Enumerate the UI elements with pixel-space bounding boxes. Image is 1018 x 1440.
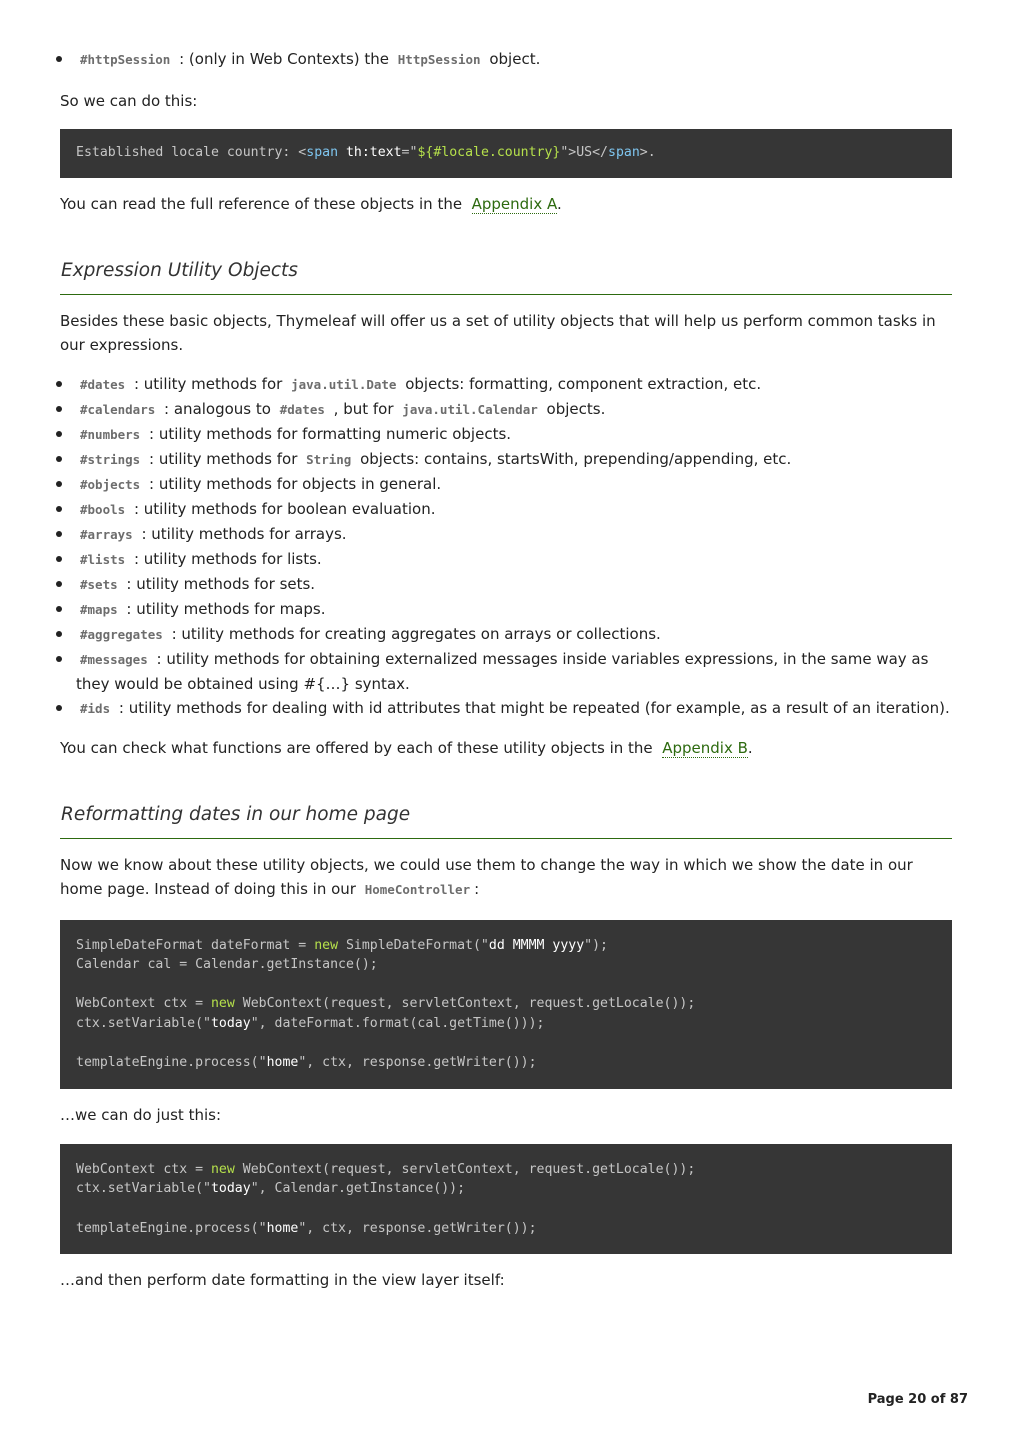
inline-code: #httpSession — [80, 52, 171, 67]
list-item: #bools : utility methods for boolean evaluation. — [60, 497, 952, 522]
paragraph: So we can do this: — [60, 92, 198, 110]
code-block-controller: SimpleDateFormat dateFormat = new SimpleDateFormat("dd MMMM yyyy"); Calendar cal = Calendar.getInstance(); WebContext ctx = new WebContext(request, servletContext, request.getLocale()); ctx.setVariable("today", dateFormat.format(cal.getTime())); templateEngine.process("home", ctx, response.getWriter()); — [60, 920, 952, 1089]
document-page — [60, 47, 952, 1292]
appendix-b-link[interactable]: Appendix B — [662, 738, 748, 757]
paragraph: You can read the full reference of these objects in the Appendix A. — [60, 194, 562, 213]
paragraph: You can check what functions are offered by each of these utility objects in the Appendix B. — [60, 738, 753, 757]
page-number: Page 20 of 87 — [867, 1392, 968, 1407]
list-item: #objects : utility methods for objects in general. — [60, 472, 952, 497]
list-item: #maps : utility methods for maps. — [60, 597, 952, 622]
list-item: #arrays : utility methods for arrays. — [60, 522, 952, 547]
paragraph: Now we know about these utility objects, we could use them to change the way in which we show the date in our home page. Instead of doing this in our HomeController : — [60, 855, 913, 898]
inline-code: HomeController — [364, 881, 471, 897]
section-title: Reformatting dates in our home page — [60, 803, 952, 839]
paragraph: …we can do just this: — [60, 1105, 222, 1124]
list-item: #lists : utility methods for lists. — [60, 547, 952, 572]
appendix-a-link[interactable]: Appendix A — [471, 194, 557, 213]
code-block-locale: Established locale country: <span th:text="${#locale.country}">US</span>. — [60, 129, 952, 178]
list-item: #messages : utility methods for obtaining externalized messages inside variables expressions, in the same way as they would be obtained using #{…} syntax. — [60, 647, 952, 696]
code-block-simplified: WebContext ctx = new WebContext(request, servletContext, request.getLocale()); ctx.setVariable("today", Calendar.getInstance()); templateEngine.process("home", ctx, response.getWriter()); — [60, 1144, 952, 1254]
list-item: #aggregates : utility methods for creating aggregates on arrays or collections. — [60, 622, 952, 647]
inline-code: HttpSession — [397, 52, 481, 67]
context-object-list — [60, 47, 952, 72]
list-item: #strings : utility methods for String objects: contains, startsWith, prepending/appending, etc. — [60, 447, 952, 472]
section-title: Expression Utility Objects — [60, 259, 952, 295]
paragraph: Besides these basic objects, Thymeleaf will offer us a set of utility objects that will help us perform common tasks in our expressions. — [60, 311, 936, 354]
list-item: #calendars : analogous to #dates , but for java.util.Calendar objects. — [60, 397, 952, 422]
list-item: #dates : utility methods for java.util.Date objects: formatting, component extraction, etc. — [60, 372, 952, 397]
paragraph: …and then perform date formatting in the view layer itself: — [60, 1271, 505, 1290]
list-item: #ids : utility methods for dealing with id attributes that might be repeated (for example, as a result of an iteration). — [60, 696, 952, 721]
utility-object-list — [60, 372, 952, 721]
list-item: #numbers : utility methods for formatting numeric objects. — [60, 422, 952, 447]
list-item: #sets : utility methods for sets. — [60, 572, 952, 597]
list-item: #httpSession : (only in Web Contexts) the HttpSession object. — [60, 47, 952, 72]
